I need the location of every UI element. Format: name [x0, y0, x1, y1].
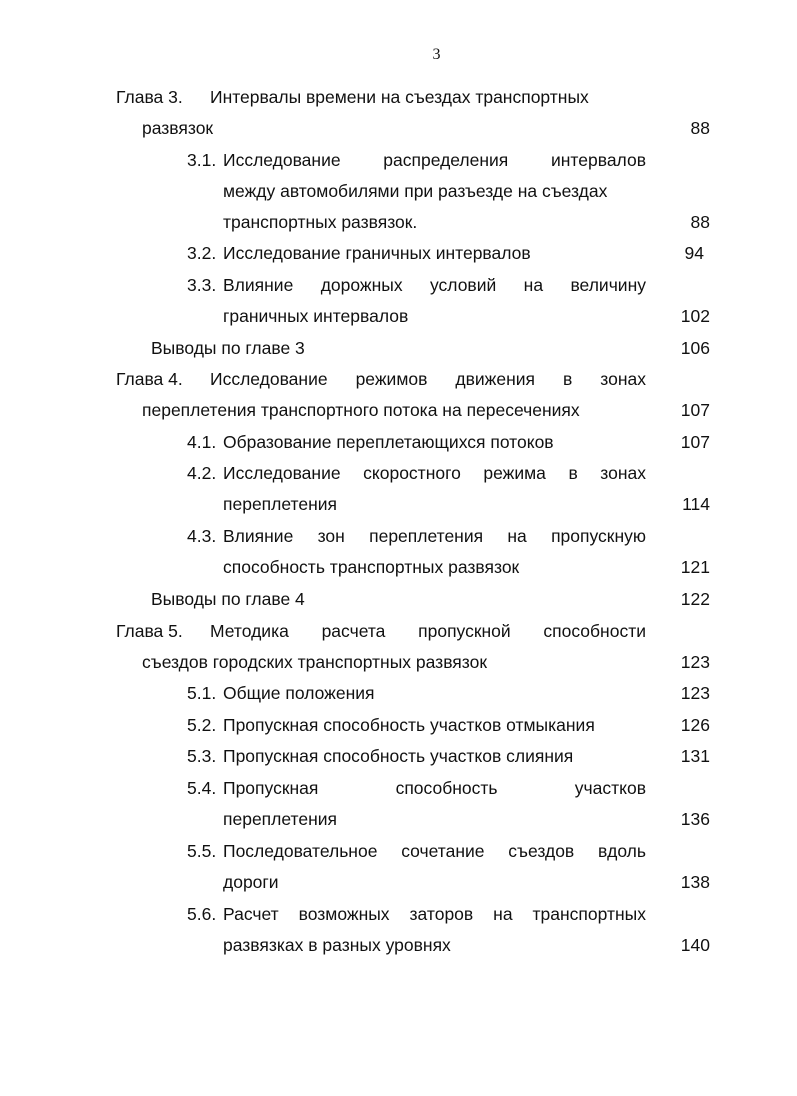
section-title-line: переплетения — [223, 809, 337, 829]
section-title-line: Расчет возможных заторов на транспортных — [223, 904, 646, 924]
toc-page-number: 94 — [684, 243, 704, 263]
toc-page-number: 122 — [680, 589, 710, 609]
chapter-title-line — [210, 82, 646, 113]
toc-page-number: 123 — [680, 652, 710, 672]
toc-page-number: 136 — [680, 809, 710, 829]
section-title-line: Исследование скоростного режима в зонах — [223, 463, 646, 483]
section-label: 4.2. — [187, 463, 217, 483]
section-label: 5.2. — [187, 715, 217, 735]
section-label: 3.1. — [187, 150, 217, 170]
toc-page-number: 88 — [690, 212, 710, 232]
chapter-title-line: съездов городских транспортных развязок — [142, 652, 488, 672]
section-label: 5.3. — [187, 746, 217, 766]
section-title-line: Пропускная способность участков — [223, 778, 646, 798]
section-title-line: развязках в разных уровнях — [223, 935, 451, 955]
section-title-line: Влияние дорожных условий на величину — [223, 275, 646, 295]
section-label: 4.1. — [187, 432, 217, 452]
toc-page-number: 102 — [680, 306, 710, 326]
section-label: 5.1. — [187, 683, 217, 703]
section-label: 3.3. — [187, 275, 217, 295]
toc-page-number: 140 — [680, 935, 710, 955]
chapter-title-line: развязок — [142, 118, 214, 138]
toc-page-number: 106 — [680, 338, 710, 358]
toc-page-number: 126 — [680, 715, 710, 735]
section-title-line: Образование переплетающихся потоков — [223, 432, 554, 452]
conclusions-line: Выводы по главе 3 — [151, 338, 305, 358]
toc-page-number: 121 — [680, 557, 710, 577]
toc-page-number: 107 — [680, 400, 710, 420]
toc-text: Интервалы времени на съездах транспортных — [210, 87, 589, 107]
chapter-title-line: Методика расчета пропускной способности — [210, 621, 646, 641]
section-title-line: Исследование распределения интервалов — [223, 150, 646, 170]
section-label: 5.6. — [187, 904, 217, 924]
section-title-line: Пропускная способность участков отмыкания — [223, 715, 595, 735]
toc-page-number: 131 — [680, 746, 710, 766]
section-title-line: Исследование граничных интервалов — [223, 243, 531, 263]
conclusions-line: Выводы по главе 4 — [151, 589, 305, 609]
section-label: 3.2. — [187, 243, 217, 263]
toc-page-number: 88 — [690, 118, 710, 138]
section-title-line: Последовательное сочетание съездов вдоль — [223, 841, 646, 861]
section-title-line: способность транспортных развязок — [223, 557, 520, 577]
section-title-line: Влияние зон переплетения на пропускную — [223, 526, 646, 546]
toc-page-number: 114 — [682, 494, 710, 514]
section-label: 4.3. — [187, 526, 217, 546]
toc-page-number: 107 — [680, 432, 710, 452]
toc-page-number: 138 — [680, 872, 710, 892]
section-title-line: транспортных развязок. — [223, 212, 418, 232]
chapter-title-line: Исследование режимов движения в зонах — [210, 369, 646, 389]
chapter-label: Глава 3. — [116, 87, 183, 107]
section-title-line: между автомобилями при разъезде на съездах — [223, 181, 608, 201]
section-label: 5.4. — [187, 778, 217, 798]
section-title-line: Пропускная способность участков слияния — [223, 746, 574, 766]
chapter-label: Глава 5. — [116, 621, 183, 641]
page-number: 3 — [432, 46, 441, 63]
chapter-label: Глава 4. — [116, 369, 183, 389]
section-title-line: дороги — [223, 872, 279, 892]
section-title-line: переплетения — [223, 494, 337, 514]
section-label: 5.5. — [187, 841, 217, 861]
chapter-title-line: переплетения транспортного потока на пересечениях — [142, 400, 580, 420]
section-title-line: граничных интервалов — [223, 306, 409, 326]
section-title-line: Общие положения — [223, 683, 375, 703]
toc-page-number: 123 — [680, 683, 710, 703]
